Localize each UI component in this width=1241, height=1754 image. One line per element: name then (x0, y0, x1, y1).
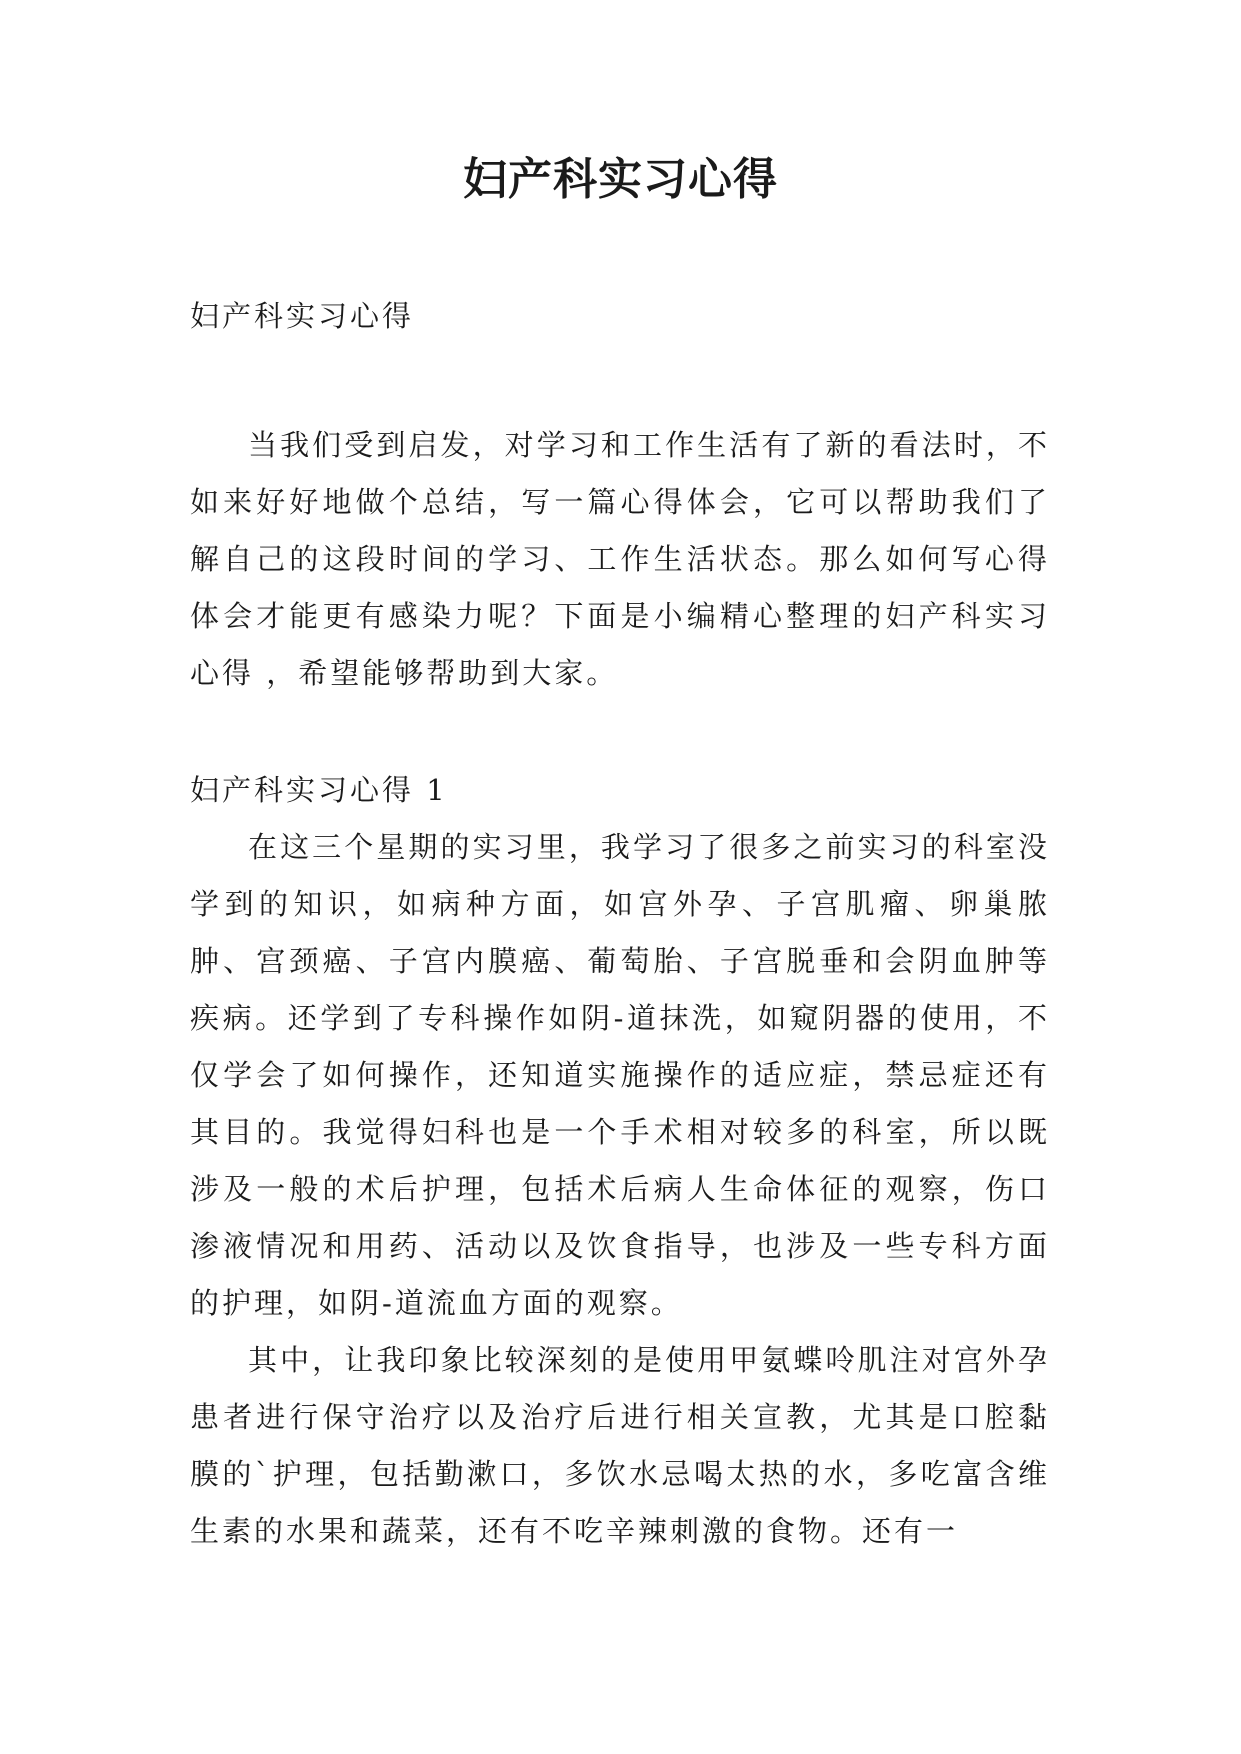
document-title: 妇产科实习心得 (463, 154, 778, 205)
subtitle: 妇产科实习心得 (190, 299, 415, 333)
document-body (190, 288, 1050, 1560)
section-heading: 妇产科实习心得 1 (190, 773, 448, 807)
body-paragraph-2: 其中，让我印象比较深刻的是使用甲氨蝶呤肌注对宫外孕患者进行保守治疗以及治疗后进行相关宣教，尤其是口腔黏膜的`护理，包括勤漱口，多饮水忌喝太热的水，多吃富含维生素的水果和蔬菜，还有不吃辛辣刺激的食物。还有一 (190, 1343, 1050, 1548)
intro-paragraph: 当我们受到启发，对学习和工作生活有了新的看法时，不如来好好地做个总结，写一篇心得体会，它可以帮助我们了解自己的这段时间的学习、工作生活状态。那么如何写心得体会才能更有感染力呢？下面是小编精心整理的妇产科实习心得 ，希望能够帮助到大家。 (190, 428, 1050, 690)
body-paragraph-1: 在这三个星期的实习里，我学习了很多之前实习的科室没学到的知识，如病种方面，如宫外孕、子宫肌瘤、卵巢脓肿、宫颈癌、子宫内膜癌、葡萄胎、子宫脱垂和会阴血肿等疾病。还学到了专科操作如阴-道抹洗，如窥阴器的使用，不仅学会了如何操作，还知道实施操作的适应症，禁忌症还有其目的。我觉得妇科也是一个手术相对较多的科室，所以既涉及一般的术后护理，包括术后病人生命体征的观察，伤口渗液情况和用药、活动以及饮食指导，也涉及一些专科方面的护理，如阴-道流血方面的观察。 (190, 830, 1050, 1320)
